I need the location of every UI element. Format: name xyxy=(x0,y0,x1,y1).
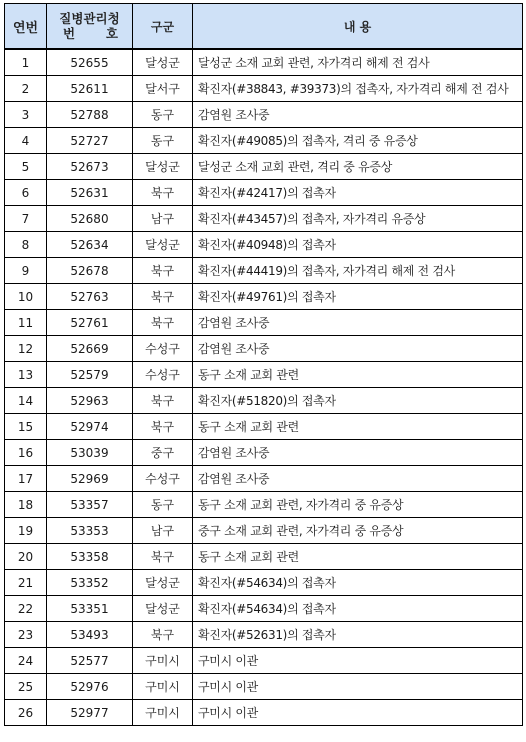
case-id: 53039 xyxy=(47,440,133,466)
table-row xyxy=(5,570,523,596)
case-id: 52788 xyxy=(47,102,133,128)
row-number: 3 xyxy=(5,102,47,128)
case-content: 구미시 이관 xyxy=(193,674,523,700)
table-row xyxy=(5,622,523,648)
table-row xyxy=(5,258,523,284)
case-content: 확진자(#44419)의 접촉자, 자가격리 해제 전 검사 xyxy=(193,258,523,284)
district: 중구 xyxy=(133,440,193,466)
case-id: 52577 xyxy=(47,648,133,674)
table-row xyxy=(5,596,523,622)
district: 북구 xyxy=(133,284,193,310)
district: 수성구 xyxy=(133,362,193,388)
case-content: 확진자(#49085)의 접촉자, 격리 중 유증상 xyxy=(193,128,523,154)
table-row xyxy=(5,128,523,154)
header-id-line2b: 호 xyxy=(105,26,118,41)
case-id: 52655 xyxy=(47,49,133,76)
case-id: 52634 xyxy=(47,232,133,258)
header-id-line2 xyxy=(47,26,132,41)
district: 달서구 xyxy=(133,76,193,102)
district: 구미시 xyxy=(133,648,193,674)
table-row xyxy=(5,440,523,466)
district: 달성군 xyxy=(133,596,193,622)
case-content: 확진자(#52631)의 접촉자 xyxy=(193,622,523,648)
case-content: 동구 소재 교회 관련 xyxy=(193,544,523,570)
case-content: 달성군 소재 교회 관련, 격리 중 유증상 xyxy=(193,154,523,180)
table-row xyxy=(5,232,523,258)
district: 구미시 xyxy=(133,700,193,726)
header-id-line2a: 번 xyxy=(63,26,76,41)
case-id: 52579 xyxy=(47,362,133,388)
row-number: 6 xyxy=(5,180,47,206)
case-id: 52977 xyxy=(47,700,133,726)
case-id: 53493 xyxy=(47,622,133,648)
district: 달성군 xyxy=(133,232,193,258)
case-id: 52974 xyxy=(47,414,133,440)
case-content: 확진자(#54634)의 접촉자 xyxy=(193,570,523,596)
header-no: 연번 xyxy=(5,4,47,50)
row-number: 4 xyxy=(5,128,47,154)
table-row xyxy=(5,362,523,388)
row-number: 13 xyxy=(5,362,47,388)
case-content: 감염원 조사중 xyxy=(193,440,523,466)
case-table xyxy=(4,3,523,726)
header-id-line1: 질병관리청 xyxy=(59,11,120,26)
case-content: 확진자(#54634)의 접촉자 xyxy=(193,596,523,622)
row-number: 15 xyxy=(5,414,47,440)
row-number: 7 xyxy=(5,206,47,232)
table-row xyxy=(5,206,523,232)
case-id: 53353 xyxy=(47,518,133,544)
case-id: 52678 xyxy=(47,258,133,284)
district: 북구 xyxy=(133,258,193,284)
case-content: 동구 소재 교회 관련, 자가격리 중 유증상 xyxy=(193,492,523,518)
district: 북구 xyxy=(133,310,193,336)
row-number: 2 xyxy=(5,76,47,102)
case-content: 구미시 이관 xyxy=(193,648,523,674)
table-row xyxy=(5,700,523,726)
case-content: 감염원 조사중 xyxy=(193,310,523,336)
table-row xyxy=(5,492,523,518)
case-id: 52976 xyxy=(47,674,133,700)
case-id: 52727 xyxy=(47,128,133,154)
case-id: 53351 xyxy=(47,596,133,622)
row-number: 14 xyxy=(5,388,47,414)
row-number: 25 xyxy=(5,674,47,700)
case-id: 52631 xyxy=(47,180,133,206)
case-content: 확진자(#43457)의 접촉자, 자가격리 유증상 xyxy=(193,206,523,232)
case-id: 52611 xyxy=(47,76,133,102)
case-id: 52761 xyxy=(47,310,133,336)
case-content: 확진자(#49761)의 접촉자 xyxy=(193,284,523,310)
table-row xyxy=(5,544,523,570)
district: 북구 xyxy=(133,388,193,414)
row-number: 24 xyxy=(5,648,47,674)
district: 달성군 xyxy=(133,154,193,180)
row-number: 18 xyxy=(5,492,47,518)
district: 북구 xyxy=(133,414,193,440)
case-content: 감염원 조사중 xyxy=(193,336,523,362)
district: 북구 xyxy=(133,180,193,206)
row-number: 12 xyxy=(5,336,47,362)
row-number: 11 xyxy=(5,310,47,336)
table-row xyxy=(5,336,523,362)
header-id xyxy=(47,4,133,50)
case-content: 확진자(#42417)의 접촉자 xyxy=(193,180,523,206)
district: 동구 xyxy=(133,492,193,518)
district: 동구 xyxy=(133,102,193,128)
case-id: 52673 xyxy=(47,154,133,180)
row-number: 19 xyxy=(5,518,47,544)
case-content: 동구 소재 교회 관련 xyxy=(193,362,523,388)
header-row xyxy=(5,4,523,50)
case-id: 52963 xyxy=(47,388,133,414)
header-content: 내 용 xyxy=(193,4,523,50)
district: 북구 xyxy=(133,544,193,570)
row-number: 10 xyxy=(5,284,47,310)
table-row xyxy=(5,180,523,206)
district: 수성구 xyxy=(133,466,193,492)
case-id: 52680 xyxy=(47,206,133,232)
district: 남구 xyxy=(133,518,193,544)
table-row xyxy=(5,674,523,700)
row-number: 8 xyxy=(5,232,47,258)
case-content: 감염원 조사중 xyxy=(193,466,523,492)
district: 북구 xyxy=(133,622,193,648)
row-number: 20 xyxy=(5,544,47,570)
district: 남구 xyxy=(133,206,193,232)
case-content: 동구 소재 교회 관련 xyxy=(193,414,523,440)
district: 구미시 xyxy=(133,674,193,700)
row-number: 16 xyxy=(5,440,47,466)
case-content: 확진자(#38843, #39373)의 접촉자, 자가격리 해제 전 검사 xyxy=(193,76,523,102)
case-id: 52669 xyxy=(47,336,133,362)
table-row xyxy=(5,414,523,440)
row-number: 26 xyxy=(5,700,47,726)
row-number: 21 xyxy=(5,570,47,596)
table-row xyxy=(5,49,523,76)
case-content: 구미시 이관 xyxy=(193,700,523,726)
case-id: 53352 xyxy=(47,570,133,596)
table-row xyxy=(5,388,523,414)
row-number: 9 xyxy=(5,258,47,284)
table-row xyxy=(5,648,523,674)
table-row xyxy=(5,310,523,336)
row-number: 1 xyxy=(5,49,47,76)
table-row xyxy=(5,102,523,128)
case-id: 53358 xyxy=(47,544,133,570)
district: 달성군 xyxy=(133,570,193,596)
case-content: 달성군 소재 교회 관련, 자가격리 해제 전 검사 xyxy=(193,49,523,76)
case-content: 확진자(#40948)의 접촉자 xyxy=(193,232,523,258)
row-number: 17 xyxy=(5,466,47,492)
header-district: 구군 xyxy=(133,4,193,50)
district: 수성구 xyxy=(133,336,193,362)
table-row xyxy=(5,76,523,102)
case-id: 53357 xyxy=(47,492,133,518)
case-content: 감염원 조사중 xyxy=(193,102,523,128)
table-row xyxy=(5,466,523,492)
table-row xyxy=(5,518,523,544)
case-content: 중구 소재 교회 관련, 자가격리 중 유증상 xyxy=(193,518,523,544)
row-number: 5 xyxy=(5,154,47,180)
table-row xyxy=(5,284,523,310)
case-content: 확진자(#51820)의 접촉자 xyxy=(193,388,523,414)
case-id: 52969 xyxy=(47,466,133,492)
table-row xyxy=(5,154,523,180)
district: 달성군 xyxy=(133,49,193,76)
row-number: 23 xyxy=(5,622,47,648)
row-number: 22 xyxy=(5,596,47,622)
case-id: 52763 xyxy=(47,284,133,310)
district: 동구 xyxy=(133,128,193,154)
